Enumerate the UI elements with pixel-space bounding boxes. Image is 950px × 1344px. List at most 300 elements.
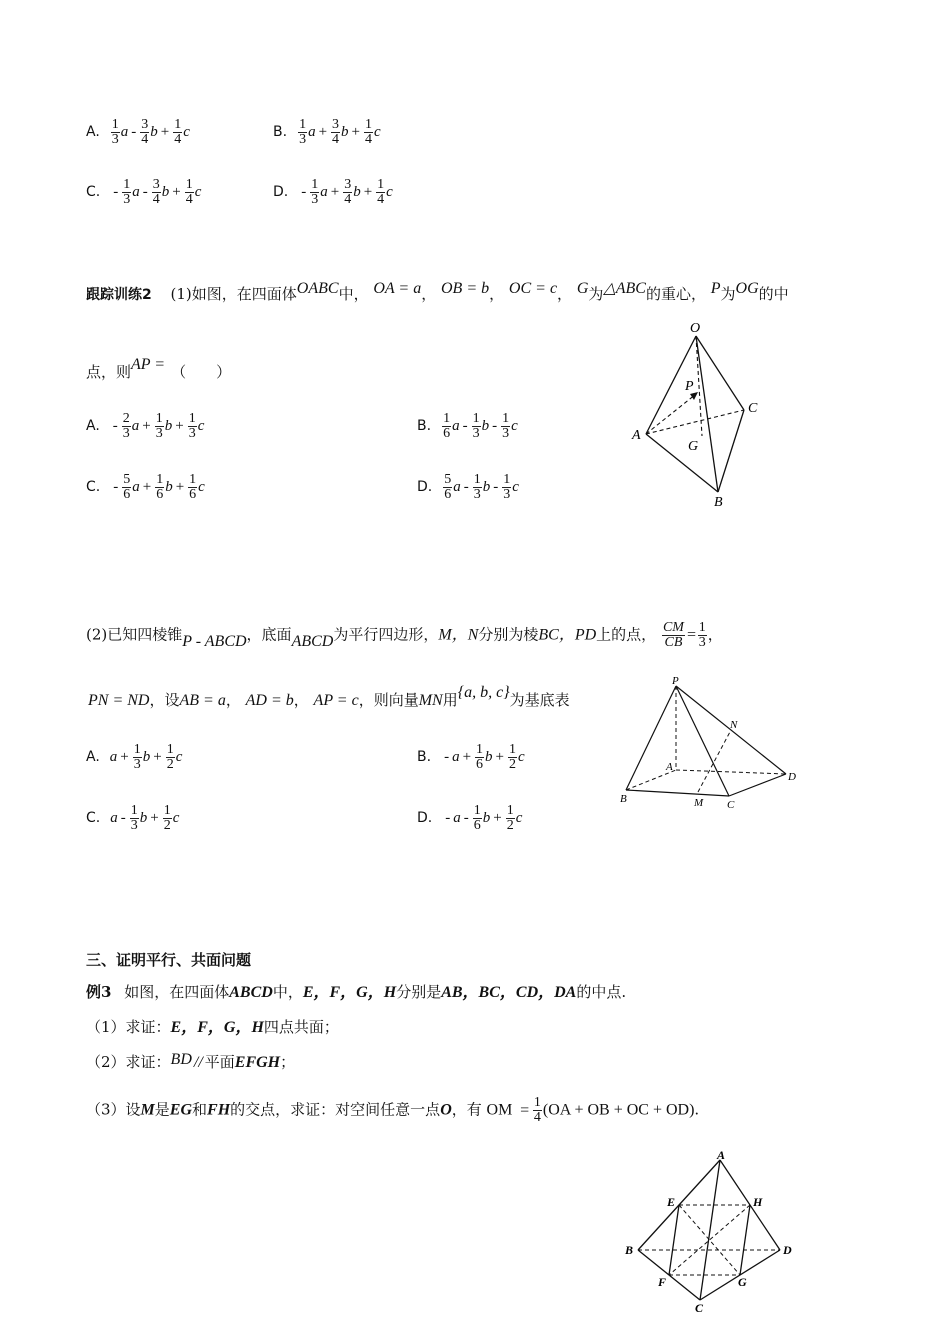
coef-c-num: 1 [174,117,182,132]
coef-a-num: 1 [123,177,131,192]
var-c: c [175,748,183,765]
var-g: G [576,280,589,297]
tetra-name: OABC [296,280,339,297]
seg-eg-dashed [679,1205,740,1275]
coef-a-num: 1 [299,117,307,132]
var-c: c [172,809,180,826]
var-b: b [165,478,173,495]
ex-abcd: ABCD [229,984,273,1001]
text-zhong: 中， [338,285,369,303]
coef-a [122,412,131,441]
coef-b-den: 4 [332,132,340,147]
coef-c [364,118,373,147]
sign: - [444,748,450,765]
p2-option-b[interactable] [417,743,525,772]
var-a: a [320,183,328,200]
t2-option-c[interactable] [86,473,205,502]
edge-bc [718,410,744,492]
vec-ad: AD = b [245,692,294,709]
subquestion-3 [86,1096,699,1125]
equals: = [685,626,697,644]
label-n: N [730,719,738,731]
ex-text3: 分别是 [396,983,442,1001]
var-b: b [142,748,151,765]
part2-question-line2: PN = ND，设AB = a， AD = b， AP = c，则向量MN用{a, b, c}为基底表 [88,684,570,709]
var-b: b [482,478,491,495]
part2-question-line1 [86,621,723,650]
coef-b [152,178,161,207]
coef-b [473,473,482,502]
coef-a [111,118,120,147]
q2-efgh: EFGH [234,1054,281,1071]
coef-b [473,804,482,833]
text-base: ，底面 [246,625,292,644]
coef-b-den: 4 [152,192,160,207]
coef-b-den: 3 [155,426,163,441]
var-c: c [374,123,381,140]
label-g: G [738,1275,747,1289]
option-label: B. [417,417,432,434]
sign: - [301,183,307,200]
coef-c-den: 2 [166,757,174,772]
coef-c-num: 1 [166,742,174,757]
option-label: A. [86,417,100,434]
edge-cd [729,774,786,796]
coef-c-den: 2 [506,818,514,833]
coef-c-num: 1 [506,803,514,818]
label-c: C [727,799,735,811]
var-a: a [308,123,316,140]
option-label: D. [273,183,289,200]
var-b: b [161,183,170,200]
edge-ab-dashed [626,770,676,790]
label-e: E [667,1195,676,1209]
var-a: a [453,809,461,826]
q1-label: （1）求证： [86,1018,171,1036]
q2-end: ； [280,1053,296,1071]
p2-option-a[interactable] [86,743,182,772]
operator: + [142,417,151,434]
var-b: b [139,809,148,826]
coef-c [502,473,511,502]
coef-c-den: 4 [365,132,372,147]
coef-c [173,118,182,147]
coef-c-den: 4 [174,132,182,147]
coef-a-num: 1 [111,117,119,132]
seg-og: OG [735,280,759,297]
coef-c-den: 3 [188,426,196,441]
coef-b [130,804,139,833]
coef-b [331,118,340,147]
vec-oc: OC = c [508,280,558,297]
vec-ap-c: AP = c [313,692,359,709]
label-c: C [748,401,758,416]
operator: + [330,183,340,200]
var-b: b [341,123,349,140]
q3-t3: 的交点，求证：对空间任意一点 [230,1100,441,1119]
coef-b [155,473,164,502]
sign: - [113,478,119,495]
comma: ， [707,625,723,644]
coef-b-num: 1 [155,411,163,426]
text-points-on: 上的点， [596,625,657,644]
operator: + [318,123,328,140]
prev-option-b[interactable] [273,118,381,147]
text-mid: 的中 [758,285,789,303]
coef-b-num: 1 [473,472,481,487]
operator: + [462,748,472,765]
operator: + [153,748,162,765]
option-label: B. [273,123,288,140]
edge-ab [646,434,718,492]
training2-question-line1: 跟踪训练2 (1)如图，在四面体OABC中， OA = a， OB = b， OC = c， G为△ABC的重心， P为OG的中 [86,280,789,303]
option-label: C. [86,809,101,826]
vec-ap-dashed [646,394,696,434]
label-a: A [717,1148,726,1162]
vars-mn: M，N [438,626,479,644]
pyramid-name: P - ABCD [182,632,247,650]
var-c: c [515,809,523,826]
q3-fh: FH [207,1101,231,1119]
option-label: C. [86,183,101,200]
t2-option-a[interactable] [86,412,204,441]
coef-c-num: 1 [189,472,197,487]
coef-c-num: 1 [509,742,516,757]
coef-c-num: 1 [185,177,193,192]
label-b: B [714,495,723,508]
q3-eg: EG [169,1101,193,1119]
label-g: G [688,439,699,454]
coef-c-num: 1 [503,472,511,487]
q3-label: （3）设 [86,1100,141,1119]
triangle-abc: △ABC [603,280,646,297]
label-h: H [753,1195,763,1209]
operator: + [160,123,170,140]
coef-c-den: 6 [189,487,197,502]
text-let: ，设 [149,691,180,709]
option-label: B. [417,748,432,765]
section3-title: 三、证明平行、共面问题 [86,951,252,969]
part1-intro: (1)如图，在四面体 [170,285,297,303]
var-c: c [518,748,525,765]
option-label: D. [417,809,433,826]
var-b: b [481,417,490,434]
edge-pb [626,686,676,790]
tetrahedron-efgh-figure [622,1148,808,1314]
coef-b [155,412,164,441]
coef-a-den: 3 [122,426,130,441]
subquestion-2 [86,1052,295,1073]
label-p: P [685,379,694,394]
basis-set: {a, b, c} [457,684,510,701]
option-label: A. [86,123,100,140]
coef-b-den: 4 [141,132,149,147]
var-a: a [120,123,129,140]
coef-c-den: 4 [377,192,385,207]
edge-ac-dashed [646,410,744,434]
q3-vector-sum: (OA + OB + OC + OD) [542,1101,695,1119]
text-respectively: 分别为棱 [478,625,539,644]
coef-a [443,473,452,502]
coef-b-den: 3 [130,818,138,833]
text-using: 用 [442,691,458,709]
vec-ap: AP = [131,356,166,373]
coef-a-num: 1 [311,177,319,192]
var-a: a [453,478,461,495]
coef-c [501,412,510,441]
coef-b-den: 3 [473,487,481,502]
q1-vars: E，F，G，H [170,1019,264,1036]
coef-c [188,412,197,441]
p2-option-c[interactable] [86,804,179,833]
coef-b-num: 3 [344,177,352,192]
coef-b-num: 3 [141,117,149,132]
ratio-one-third: $\frac{1}{3}$ [698,620,706,650]
edge-ac [700,1160,720,1300]
coef-c [163,804,172,833]
coef-b-num: 1 [476,742,484,757]
subquestion-1 [86,1017,339,1038]
coef-c [508,743,517,772]
coef-c [166,743,175,772]
text-wei1: 为 [588,285,604,303]
label-b: B [620,793,627,805]
coef-c [376,178,385,207]
edges-bc-pd: BC，PD [538,626,597,644]
q3-m: M [140,1101,155,1119]
sign: - [113,183,119,200]
coef-a [442,412,451,441]
coef-a [122,178,131,207]
coef-b [472,412,481,441]
coef-a-den: 6 [123,487,131,502]
var-c: c [511,417,518,434]
coef-c-num: 1 [188,411,196,426]
label-a: A [666,761,673,773]
operator: + [351,123,360,140]
tetrahedron-oabc-figure [628,318,768,508]
coef-c [185,178,194,207]
coef-b-num: 3 [152,177,160,192]
p2-option-d[interactable] [417,804,522,833]
example-label: 例3 [86,983,112,1001]
coef-a-den: 6 [443,426,451,441]
label-b: B [625,1243,634,1257]
text-parallelogram: 为平行四边形， [333,625,439,644]
operator: + [172,183,181,200]
seg-hf-dashed [669,1205,750,1275]
coef-c-num: 1 [365,117,372,132]
text-vector: ，则向量 [358,691,419,709]
coef-c-den: 3 [503,487,511,502]
q3-t1: 是 [154,1100,170,1119]
q3-equals: = [519,1101,530,1119]
coef-a-num: 2 [122,411,130,426]
part2-intro: (2)已知四棱锥 [86,625,183,644]
var-c: c [197,417,205,434]
label-m: M [694,797,704,809]
prev-option-c[interactable] [86,178,201,207]
prev-option-d[interactable] [273,178,393,207]
operator: + [363,183,373,200]
vec-om: OM [486,1101,513,1119]
vec-mn: MN [418,692,443,709]
coef-b [140,118,149,147]
ex-text4: 的中点. [576,983,627,1001]
label-f: F [658,1275,667,1289]
base-abcd: ABCD [291,632,334,650]
coef-b-den: 4 [344,192,352,207]
seg-ef [669,1205,679,1275]
coef-c-den: 2 [509,757,516,772]
coef-c [188,473,197,502]
operator: + [493,809,502,826]
coef-b-num: 1 [130,803,138,818]
option-label: D. [417,478,433,495]
q3-o: O [440,1101,452,1119]
vec-oa: OA = a [373,280,422,297]
coef-b-den: 3 [472,426,480,441]
coef-a-den: 3 [123,192,131,207]
coef-a [310,178,319,207]
ex-text1: 如图，在四面体 [124,983,230,1001]
edge-bc [626,790,729,796]
q2-text: 平面 [204,1053,235,1071]
answer-paren: （ ） [171,363,232,381]
label-p: P [672,675,679,687]
coef-c-den: 3 [502,426,510,441]
coef-b [475,743,484,772]
coef-b [133,743,142,772]
t2-option-d[interactable] [417,473,519,502]
ratio-cm-cb: $\frac{CM}{CB}$ [662,620,684,650]
prev-option-a[interactable] [86,118,190,147]
coef-c-num: 1 [502,411,510,426]
q1-text: 四点共面； [263,1018,339,1036]
coef-b [343,178,352,207]
coef-a-den: 3 [299,132,307,147]
coef-a [298,118,307,147]
coef-b-den: 6 [476,757,484,772]
coef-c [506,804,515,833]
pyramid-pabcd-figure [614,672,800,814]
var-b: b [353,183,361,200]
label-c: C [695,1301,704,1314]
var-a: a [131,417,140,434]
var-c: c [198,478,205,495]
coef-a [122,473,131,502]
operator: + [150,809,159,826]
training2-heading: 跟踪训练2 [86,287,152,303]
vec-ab: AB = a [179,692,226,709]
coef-b-den: 6 [156,487,164,502]
coef-b-den: 3 [133,757,141,772]
coef-b-num: 1 [156,472,164,487]
option-label: C. [86,478,101,495]
t2-option-b[interactable] [417,412,518,441]
operator: - [462,417,468,434]
ex-efgh: E，F，G，H [302,984,397,1001]
label-a: A [632,428,641,443]
operator: + [495,748,504,765]
coef-c-num: 1 [377,177,385,192]
coef-a-den: 3 [111,132,119,147]
training2-question-line2 [86,356,232,383]
text-dian: 点，则 [86,363,132,381]
ex-text2: 中， [272,983,303,1001]
text-centroid: 的重心， [645,285,706,303]
option-label: A. [86,748,100,765]
var-b: b [485,748,493,765]
coef-a-num: 5 [444,472,452,487]
q2-label: （2）求证： [86,1053,171,1071]
var-c: c [386,183,393,200]
text-wei2: 为 [720,285,736,303]
seg-mn-dashed [698,730,731,792]
vec-ob: OB = b [441,280,490,297]
coef-a-den: 6 [444,487,452,502]
var-b: b [150,123,158,140]
var-a: a [452,417,460,434]
operator: + [175,478,185,495]
parallel-symbol: // [193,1054,203,1071]
seg-hg [740,1205,750,1275]
var-a: a [109,748,118,765]
label-d: D [783,1243,792,1257]
text-basis-express: 为基底表 [509,691,570,709]
coef-a-den: 3 [311,192,319,207]
eq-pn-nd: PN = ND [88,692,150,709]
q3-end: . [694,1100,700,1119]
operator: - [120,809,126,826]
var-a: a [110,809,118,826]
coef-b-den: 6 [473,818,481,833]
sign: - [445,809,451,826]
operator: + [120,748,129,765]
operator: - [492,417,498,434]
var-b: b [164,417,173,434]
var-a: a [452,748,460,765]
var-a: a [132,478,140,495]
label-o: O [690,321,701,336]
var-c: c [512,478,519,495]
coef-b-num: 3 [332,117,340,132]
var-a: a [132,183,140,200]
ex-edges: AB，BC，CD，DA [441,984,577,1001]
var-b: b [482,809,491,826]
coef-a-num: 1 [443,411,451,426]
operator: - [463,809,469,826]
coef-b-num: 1 [473,803,481,818]
q3-t4: ，有 [451,1100,482,1119]
edge-ad-dashed [676,770,786,774]
var-p: P [710,280,721,297]
var-c: c [183,123,190,140]
sign: - [112,417,118,434]
edge-oc [696,336,744,410]
var-c: c [194,183,202,200]
example3-line [86,982,626,1003]
q2-bd: BD [170,1051,192,1068]
coef-a-num: 5 [123,472,131,487]
label-d: D [788,771,796,783]
operator: - [142,183,148,200]
operator: - [493,478,499,495]
operator: - [463,478,469,495]
coef-c-num: 1 [163,803,171,818]
edge-pc [676,686,729,796]
coef-c-den: 2 [163,818,171,833]
